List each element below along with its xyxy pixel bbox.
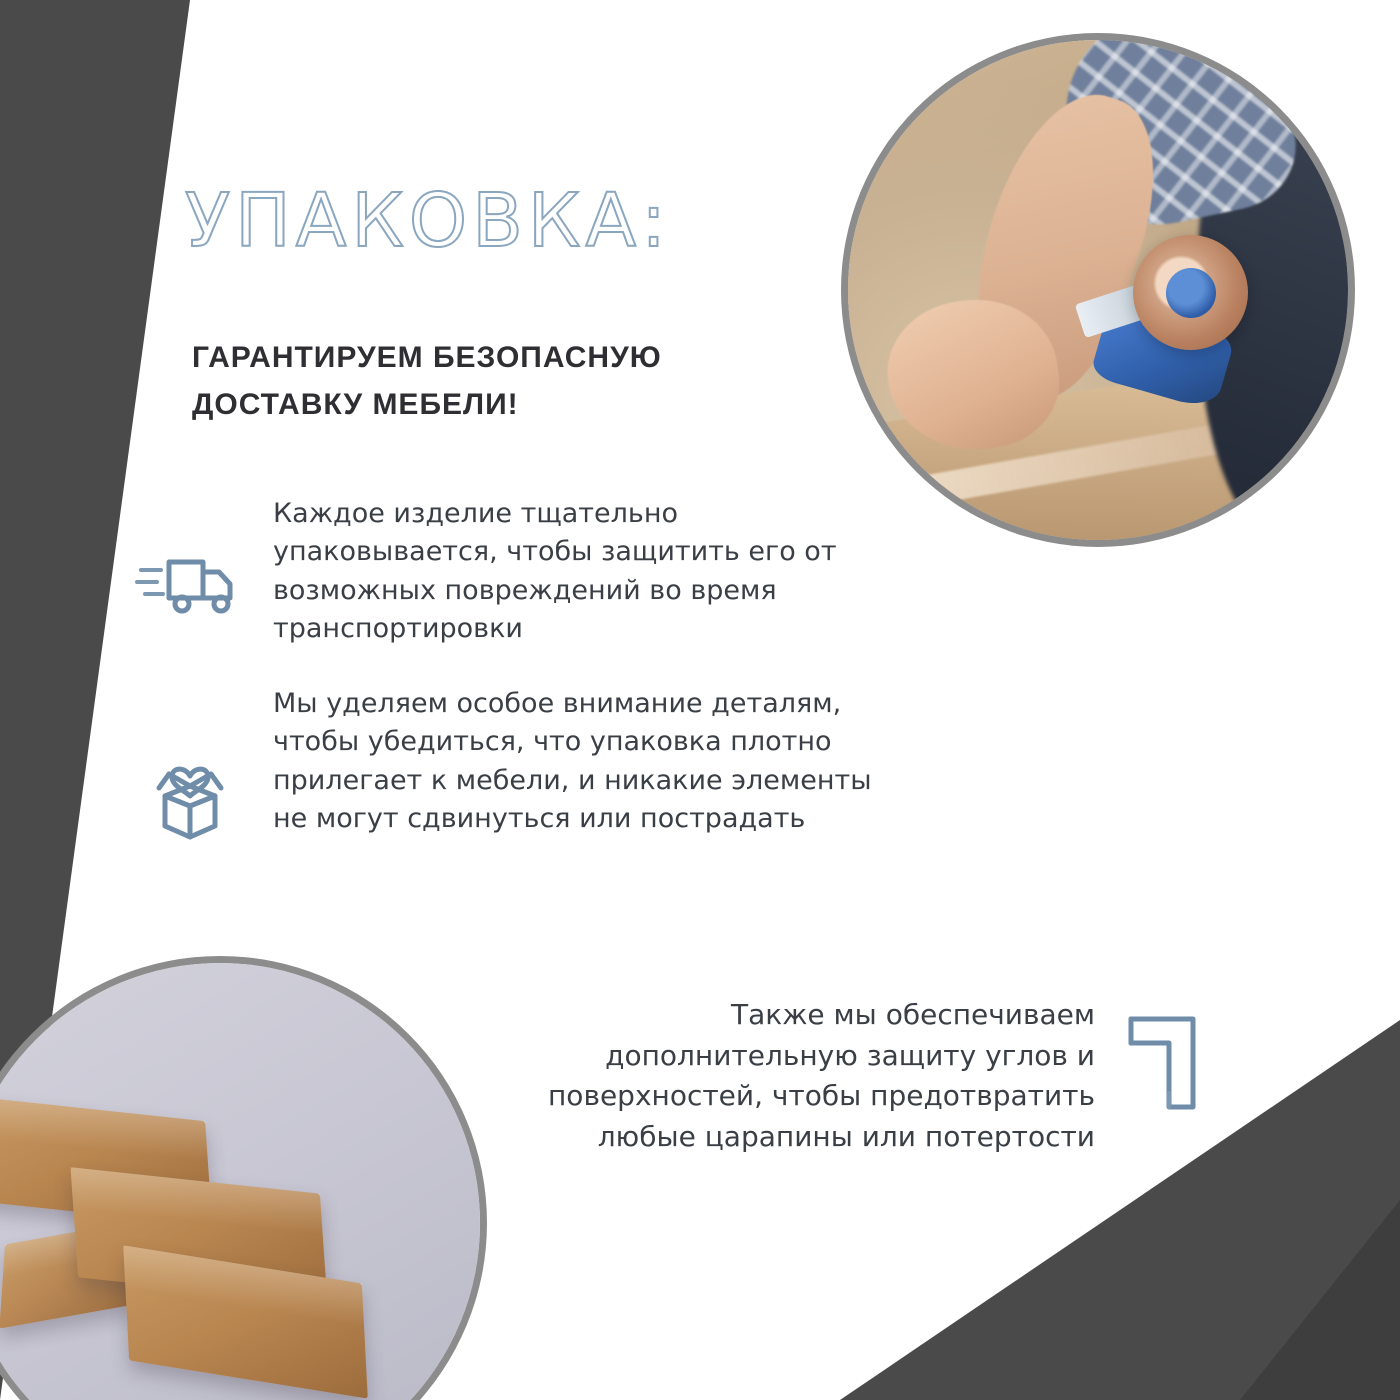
bottom-note bbox=[475, 995, 1205, 1157]
corner-protector-icon bbox=[1119, 995, 1205, 1128]
bottom-note-text: Также мы обеспечиваем дополнительную защиту углов и поверхностей, чтобы предотвратить любые царапины или потертости bbox=[548, 998, 1095, 1153]
feature-item-care bbox=[135, 685, 895, 850]
feature-text: Мы уделяем особое внимание деталям, чтобы убедиться, что упаковка плотно прилегает к мебели, и никакие элементы не могут сдвинуться или пострадать bbox=[273, 688, 872, 834]
feature-text: Каждое изделие тщательно упаковывается, чтобы защитить его от возможных повреждений во время транспортировки bbox=[273, 498, 837, 644]
tape-hub-shape bbox=[1166, 268, 1216, 318]
photo-tape-inner bbox=[848, 40, 1348, 540]
page-subtitle: ГАРАНТИРУЕМ БЕЗОПАСНУЮ ДОСТАВКУ МЕБЕЛИ! bbox=[192, 341, 662, 421]
photo-corner-protectors bbox=[0, 963, 480, 1400]
open-box-heart-icon bbox=[135, 685, 245, 850]
photo-tape-dispenser bbox=[848, 40, 1348, 540]
feature-item-delivery bbox=[135, 495, 895, 648]
page-title: УПАКОВКА: bbox=[185, 178, 672, 264]
photo-corners-inner bbox=[0, 963, 480, 1400]
delivery-truck-icon bbox=[135, 495, 245, 624]
